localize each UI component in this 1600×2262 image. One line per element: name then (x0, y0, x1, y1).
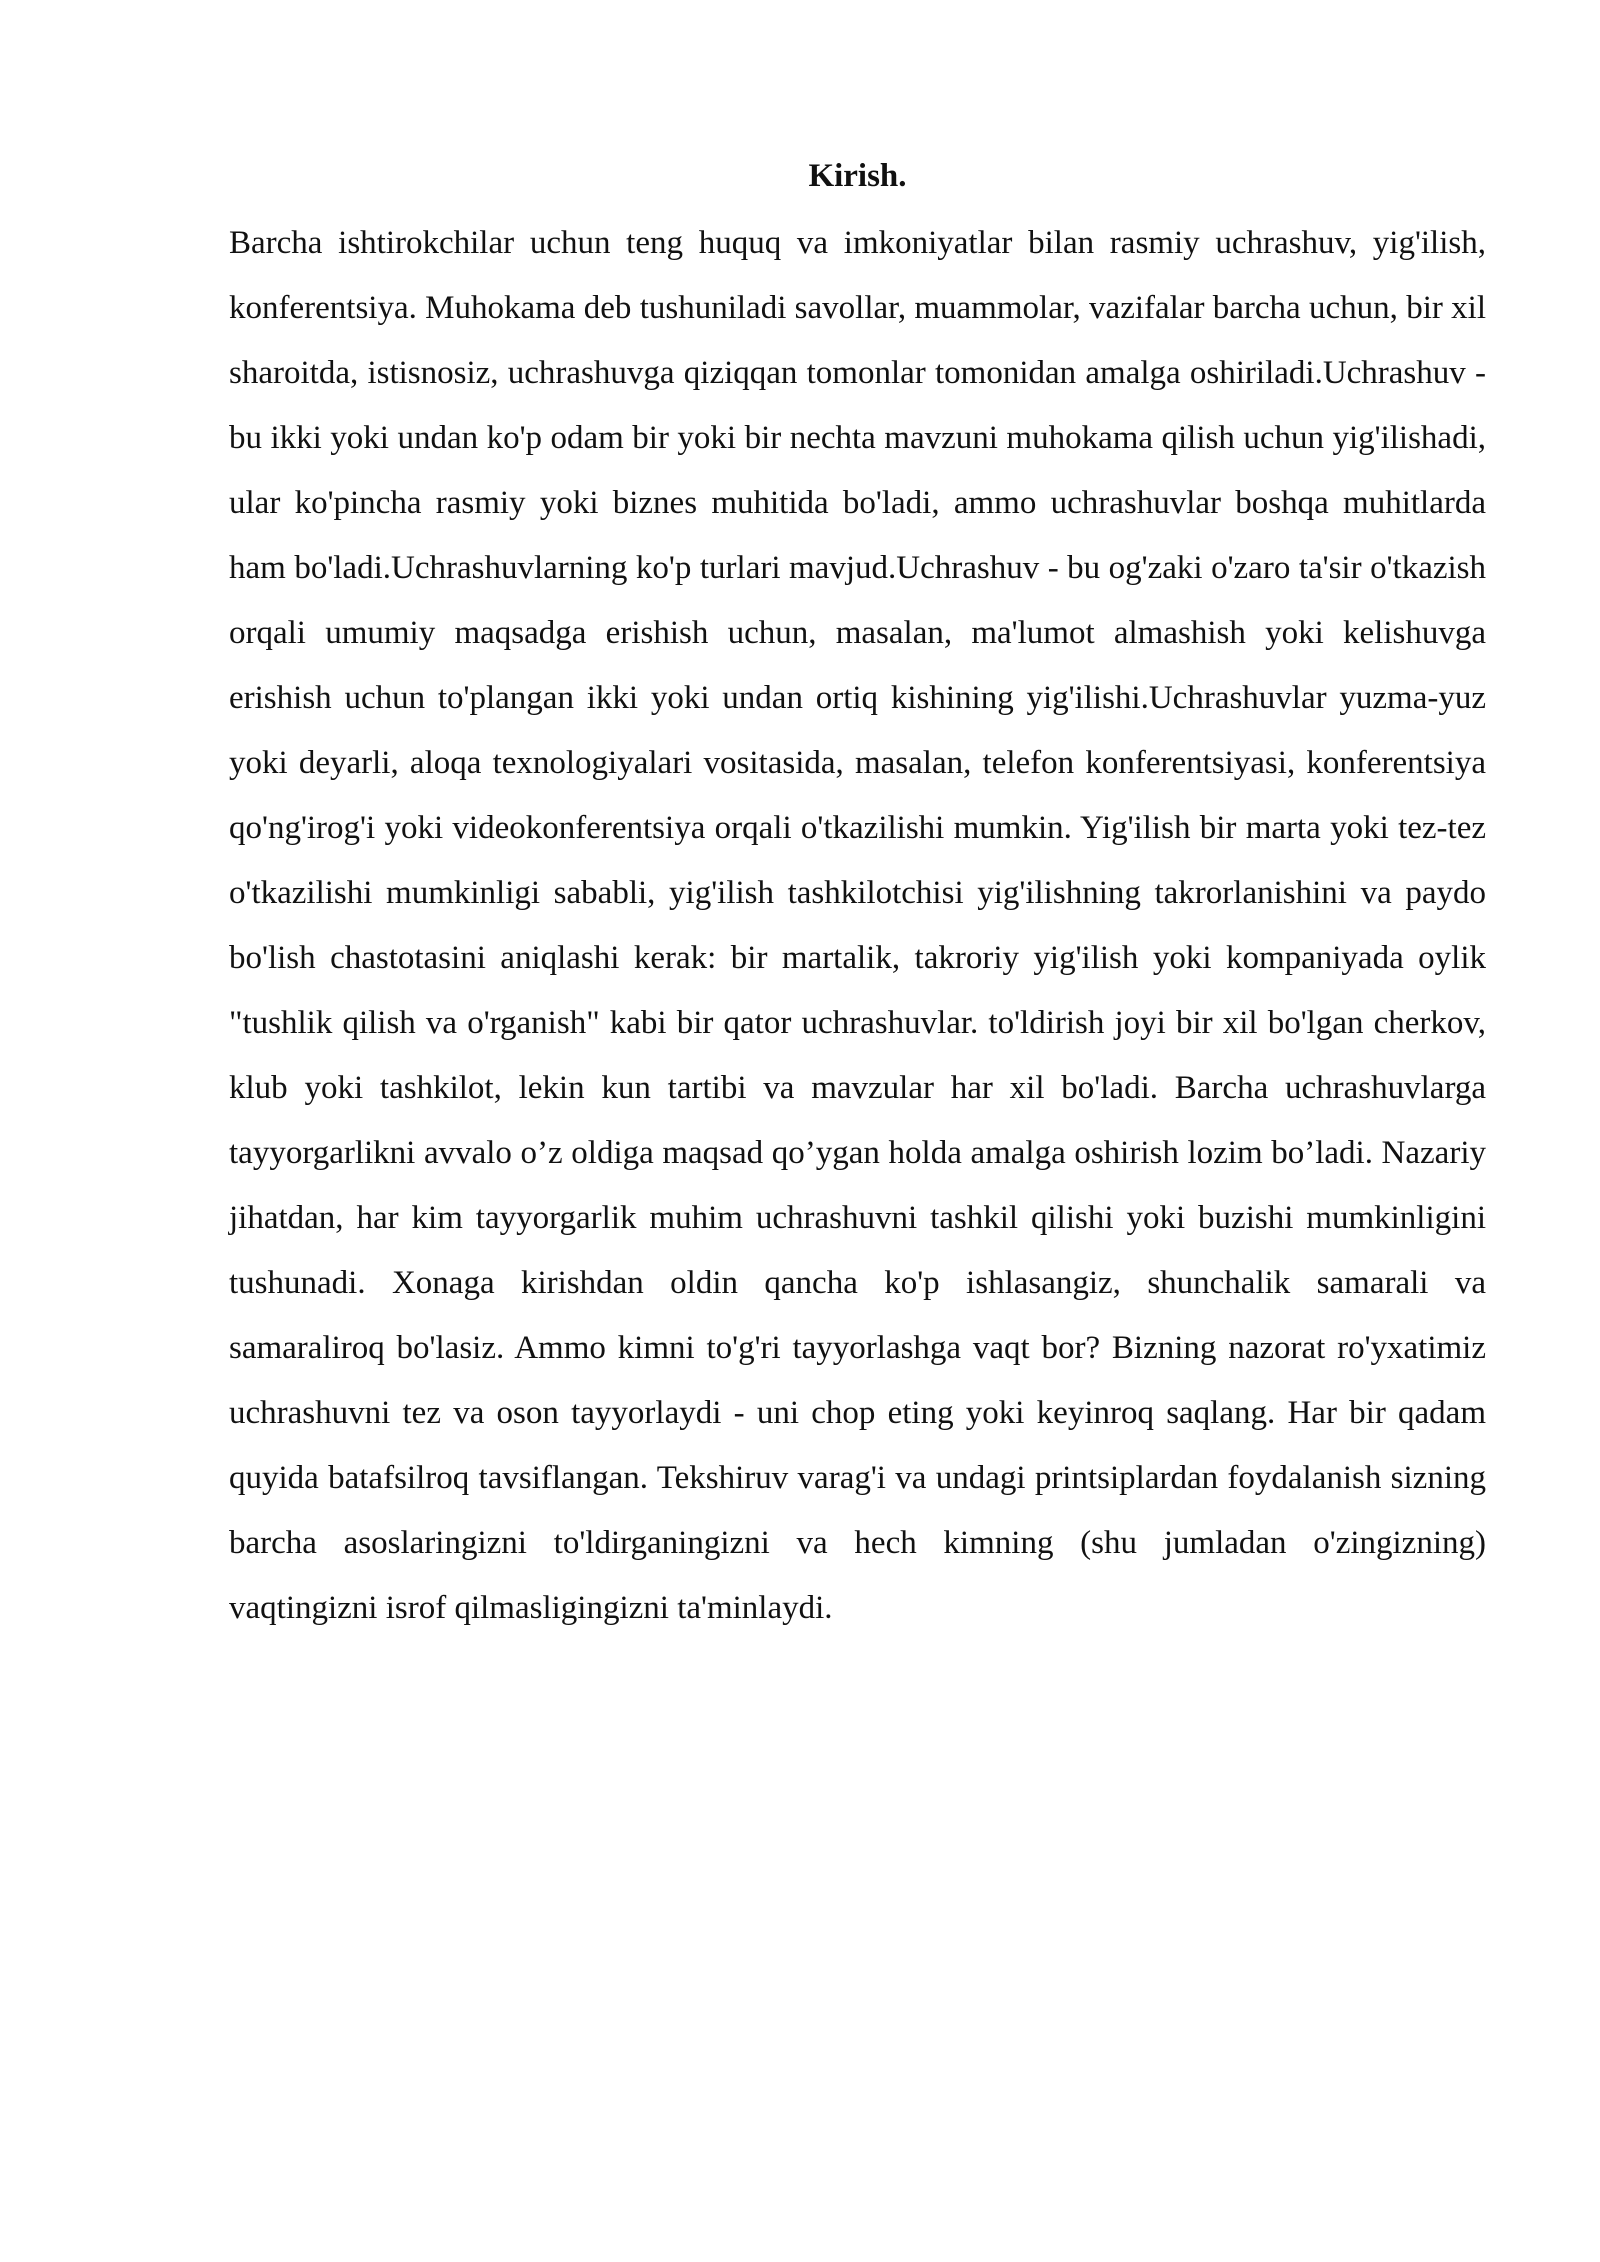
document-content (229, 150, 1486, 1641)
body-paragraph: Barcha ishtirokchilar uchun teng huquq va imkoniyatlar bilan rasmiy uchrashuv, yig'ilish, konferentsiya. Muhokama deb tushuniladi savollar, muammolar, vazifalar barcha uchun, bir xil sharoitda, istisnosiz, uchrashuvga qiziqqan tomonlar tomonidan amalga oshiriladi.Uchrashuv - bu ikki yoki undan ko'p odam bir yoki bir nechta mavzuni muhokama qilish uchun yig'ilishadi, ular ko'pincha rasmiy yoki biznes muhitida bo'ladi, ammo uchrashuvlar boshqa muhitlarda ham bo'ladi.Uchrashuvlarning ko'p turlari mavjud.Uchrashuv - bu og'zaki o'zaro ta'sir o'tkazish orqali umumiy maqsadga erishish uchun, masalan, ma'lumot almashish yoki kelishuvga erishish uchun to'plangan ikki yoki undan ortiq kishining yig'ilishi.Uchrashuvlar yuzma-yuz yoki deyarli, aloqa texnologiyalari vositasida, masalan, telefon konferentsiyasi, konferentsiya qo'ng'irog'i yoki videokonferentsiya orqali o'tkazilishi mumkin. Yig'ilish bir marta yoki tez-tez o'tkazilishi mumkinligi sababli, yig'ilish tashkilotchisi yig'ilishning takrorlanishini va paydo bo'lish chastotasini aniqlashi kerak: bir martalik, takroriy yig'ilish yoki kompaniyada oylik "tushlik qilish va o'rganish" kabi bir qator uchrashuvlar. to'ldirish joyi bir xil bo'lgan cherkov, klub yoki tashkilot, lekin kun tartibi va mavzular har xil bo'ladi. Barcha uchrashuvlarga tayyorgarlikni avvalo o’z oldiga maqsad qo’ygan holda amalga oshirish lozim bo’ladi. Nazariy jihatdan, har kim tayyorgarlik muhim uchrashuvni tashkil qilishi yoki buzishi mumkinligini tushunadi. Xonaga kirishdan oldin qancha ko'p ishlasangiz, shunchalik samarali va samaraliroq bo'lasiz. Ammo kimni to'g'ri tayyorlashga vaqt bor? Bizning nazorat ro'yxatimiz uchrashuvni tez va oson tayyorlaydi - uni chop eting yoki keyinroq saqlang. Har bir qadam quyida batafsilroq tavsiflangan. Tekshiruv varag'i va undagi printsiplardan foydalanish sizning barcha asoslaringizni to'ldirganingizni va hech kimning (shu jumladan o'zingizning) vaqtingizni isrof qilmasligingizni ta'minlaydi. (229, 225, 1486, 1626)
document-title: Kirish. (808, 158, 907, 194)
